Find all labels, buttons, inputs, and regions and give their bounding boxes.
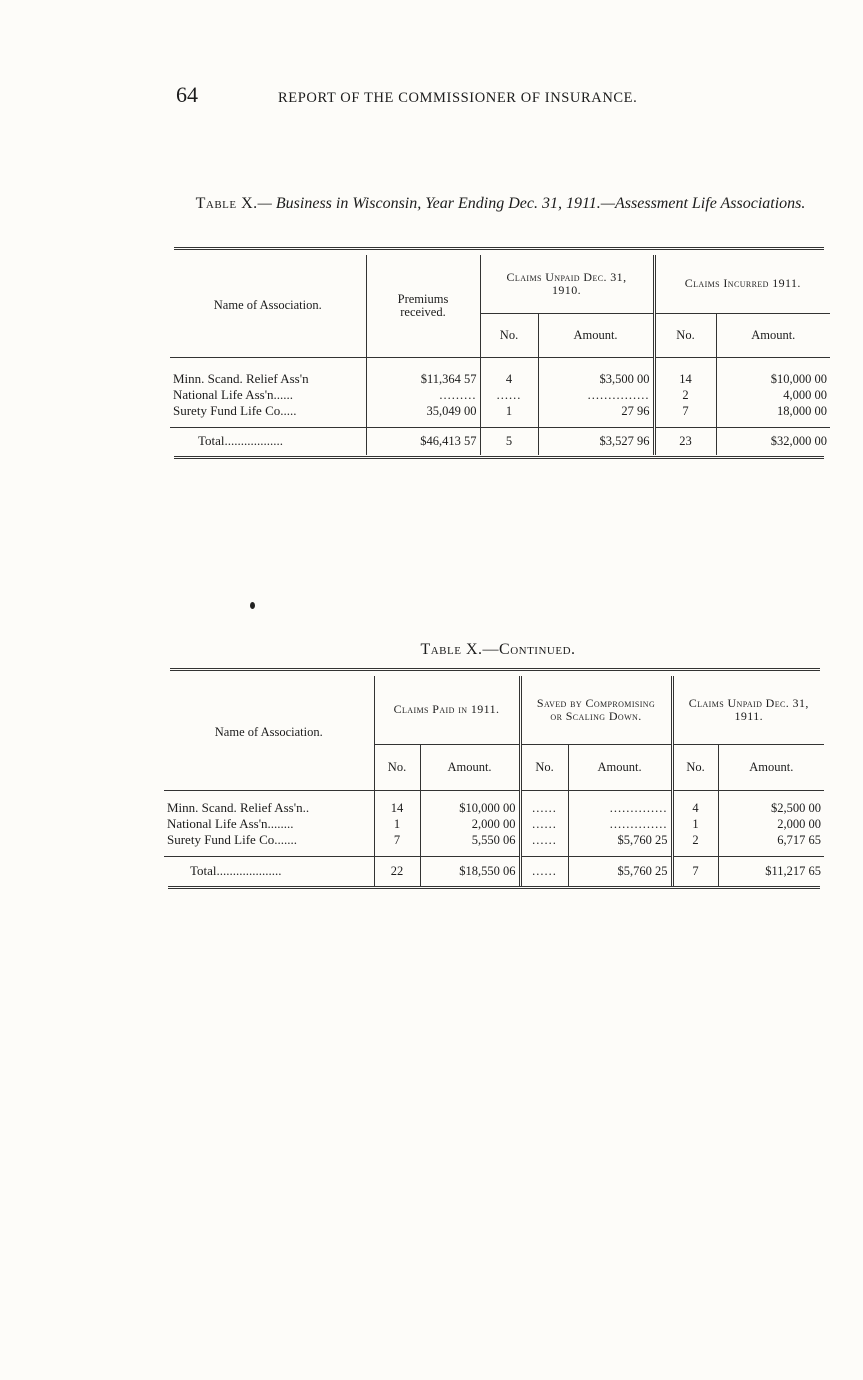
saved-amount-cell: .............. [568,800,672,816]
association-name: Minn. Scand. Relief Ass'n [170,371,366,387]
unpaid-amount-cell: ............... [538,387,654,403]
unpaid-amount-cell: 27 96 [538,403,654,419]
association-name: Minn. Scand. Relief Ass'n.. [164,800,374,816]
saved-no-cell: ...... [520,832,568,848]
col-unpaid-amount-header: Amount. [538,313,654,357]
table1-top-rule [174,247,824,250]
ink-speck [250,602,255,609]
total-paid-amount: $18,550 06 [420,856,520,886]
paid-amount-cell: 2,000 00 [420,816,520,832]
running-title: REPORT OF THE COMMISSIONER OF INSURANCE. [278,90,638,106]
page-number: 64 [176,82,198,107]
table1-bottom-rule [174,456,824,459]
unpaid-amount-cell: 6,717 65 [777,832,822,847]
unpaid-no-cell: 1 [672,816,718,832]
table1-caption-title: Business in Wisconsin, Year Ending Dec. 31, 1911.—Assessment Life Associations. [275,195,806,212]
table-row [170,403,830,419]
unpaid-amount-cell: $2,500 00 [771,800,822,815]
table-row [164,816,824,832]
incurred-amount-cell: 18,000 00 [777,403,828,418]
incurred-no-cell: 7 [654,403,716,419]
saved-no-cell: ...... [520,800,568,816]
total-incurred-amount: $32,000 00 [716,427,830,455]
col-saved-no-header: No. [520,744,568,790]
total-label: Total.................... [164,856,374,886]
incurred-no-cell: 2 [654,387,716,403]
table2 [164,676,824,886]
col-paid-no-header: No. [374,744,420,790]
total-unpaid-amount: $3,527 96 [538,427,654,455]
col-claims-incurred-header: Claims Incurred 1911. [654,255,830,313]
unpaid-amount-cell: 2,000 00 [777,816,822,831]
total-incurred-no: 23 [654,427,716,455]
paid-amount-cell: $10,000 00 [420,800,520,816]
total-paid-no: 22 [374,856,420,886]
table2-top-rule [170,668,820,671]
premiums-cell: ......... [366,387,480,403]
saved-no-cell: ...... [520,816,568,832]
col-paid-amount-header: Amount. [420,744,520,790]
saved-amount-cell: .............. [568,816,672,832]
association-name: Surety Fund Life Co..... [170,403,366,419]
table-row [170,371,830,387]
col-claims-paid-header: Claims Paid in 1911. [374,676,520,744]
paid-amount-cell: 5,550 06 [420,832,520,848]
association-name: National Life Ass'n........ [164,816,374,832]
unpaid-amount-cell: $3,500 00 [538,371,654,387]
total-saved-amount: $5,760 25 [568,856,672,886]
table1-caption-label: Table X. [195,195,258,212]
unpaid-no-cell: 4 [672,800,718,816]
table-row [164,832,824,848]
total-row [164,856,824,886]
table1-caption-dash: — [257,195,272,212]
saved-amount-cell: $5,760 25 [568,832,672,848]
unpaid-no-cell: ...... [480,387,538,403]
incurred-no-cell: 14 [654,371,716,387]
total-unpaid-no: 5 [480,427,538,455]
table1-caption [168,194,833,214]
association-name: National Life Ass'n...... [170,387,366,403]
page-header [176,82,728,114]
table2-caption: Table X.—Continued. [420,641,576,658]
unpaid-no-cell: 2 [672,832,718,848]
total-row [170,427,830,455]
col-claims-unpaid-1911-header: Claims Unpaid Dec. 31, 1911. [672,676,824,744]
col-name-header: Name of Association. [170,255,366,357]
col-name-header: Name of Association. [164,676,374,790]
table-row [170,387,830,403]
association-name: Surety Fund Life Co....... [164,832,374,848]
unpaid-no-cell: 1 [480,403,538,419]
col-incurred-no-header: No. [654,313,716,357]
premiums-cell: $11,364 57 [366,371,480,387]
col-unpaid-amount-header: Amount. [718,744,824,790]
total-label: Total.................. [170,427,366,455]
total-saved-no: ...... [520,856,568,886]
col-saved-amount-header: Amount. [568,744,672,790]
total-premiums: $46,413 57 [366,427,480,455]
col-unpaid-no-header: No. [480,313,538,357]
premiums-cell: 35,049 00 [366,403,480,419]
paid-no-cell: 7 [374,832,420,848]
incurred-amount-cell: $10,000 00 [770,371,828,386]
col-saved-header: Saved by Compromising or Scaling Down. [520,676,672,744]
table1 [170,255,830,455]
table-row [164,800,824,816]
total-unpaid-amount: $11,217 65 [718,856,824,886]
total-unpaid-no: 7 [672,856,718,886]
col-incurred-amount-header: Amount. [716,313,830,357]
col-premiums-header: Premiums received. [366,255,480,357]
unpaid-no-cell: 4 [480,371,538,387]
col-unpaid-no-header: No. [672,744,718,790]
table2-bottom-rule [168,886,820,889]
paid-no-cell: 1 [374,816,420,832]
paid-no-cell: 14 [374,800,420,816]
incurred-amount-cell: 4,000 00 [783,387,828,402]
col-claims-unpaid-1910-header: Claims Unpaid Dec. 31, 1910. [480,255,654,313]
